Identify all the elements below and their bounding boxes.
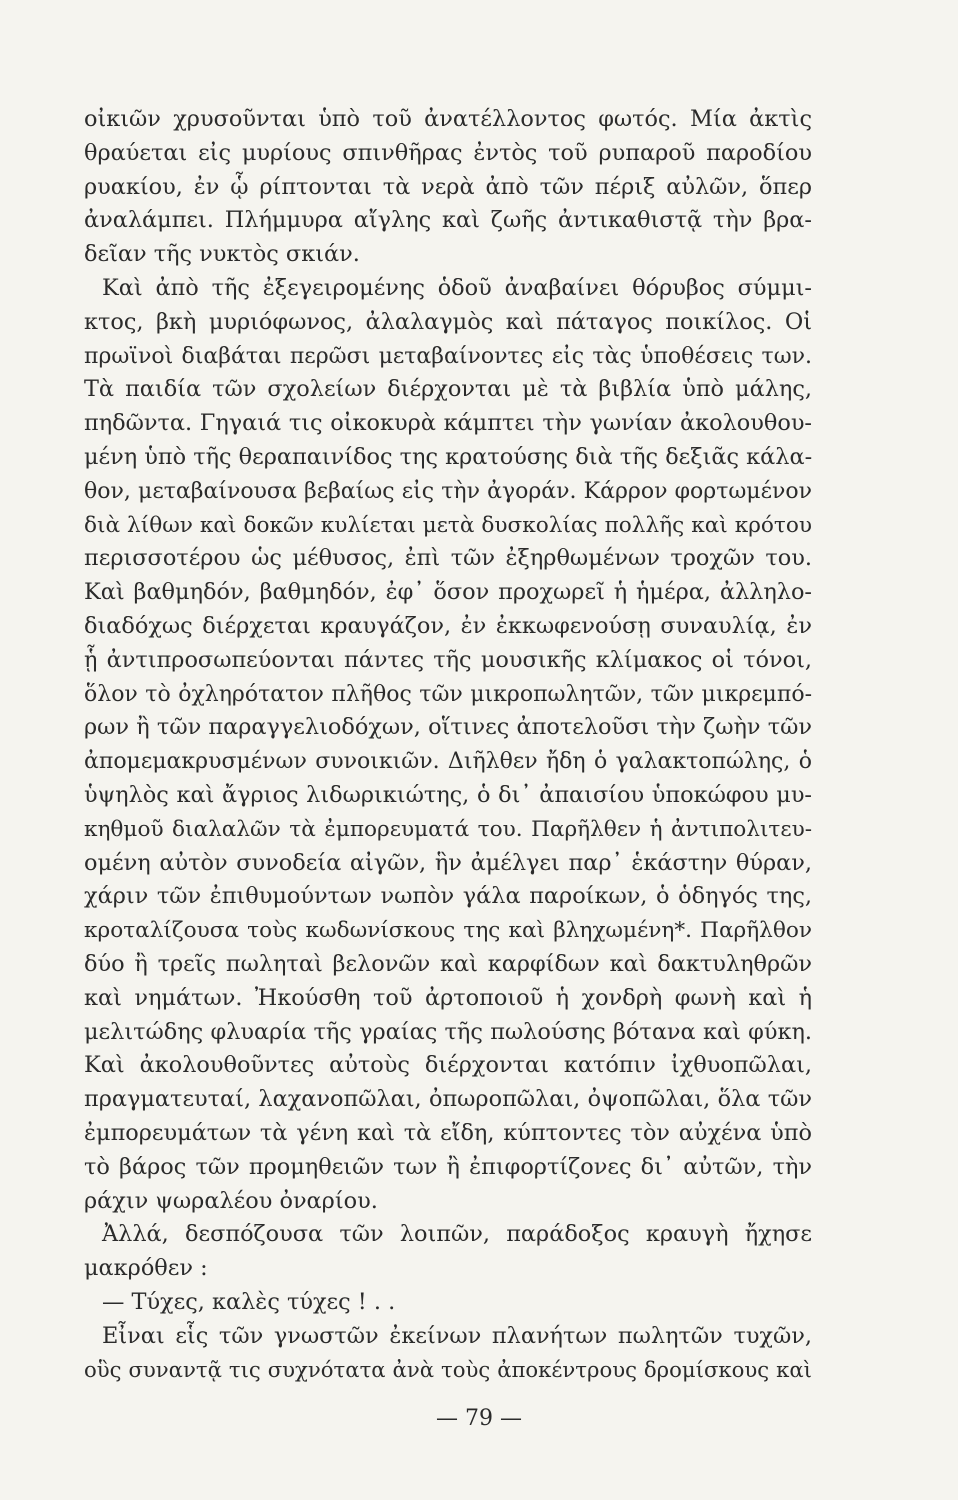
text-line: Καὶ ἀκολουθοῦντες αὐτοὺς διέρχονται κατόπιν ἰχθυοπῶλαι, <box>84 1052 812 1079</box>
text-line: πρωϊνοὶ διαβάται περῶσι μεταβαίνοντες εἰς τὰς ὑποθέσεις των. <box>84 343 812 369</box>
text-line: Καὶ βαθμηδόν, βαθμηδόν, ἐφ᾽ ὅσον προχωρεῖ ἡ ἡμέρα, ἀλληλο- <box>84 579 812 606</box>
text-line: ᾗ ἀντιπροσωπεύονται πάντες τῆς μουσικῆς κλίμακος οἱ τόνοι, <box>84 646 812 673</box>
text-line: ὑψηλὸς καὶ ἄγριος λιδωρικιώτης, ὁ δι᾽ ἀπαισίου ὑποκώφου μυ- <box>84 781 812 808</box>
text-line: Τὰ παιδία τῶν σχολείων διέρχονται μὲ τὰ βιβλία ὑπὸ μάλης, <box>84 376 812 403</box>
text-line: ρυακίου, ἐν ᾧ ρίπτονται τὰ νερὰ ἀπὸ τῶν πέριξ αὐλῶν, ὅπερ <box>84 173 812 200</box>
text-line: κροταλίζουσα τοὺς κωδωνίσκους της καὶ βληχωμένη*. Παρῆλθον <box>84 918 812 944</box>
text-line: Εἶναι εἷς τῶν γνωστῶν ἐκείνων πλανήτων πωλητῶν τυχῶν, <box>102 1322 812 1349</box>
text-line: πηδῶντα. Γηγαιά τις οἰκοκυρὰ κάμπτει τὴν γωνίαν ἀκολουθου- <box>84 410 812 437</box>
text-line: θον, μεταβαίνουσα βεβαίως εἰς τὴν ἀγοράν. Κάρρον φορτωμένον <box>84 478 812 504</box>
text-line: κηθμοῦ διαλαλῶν τὰ ἐμπορευματά του. Παρῆλθεν ἡ ἀντιπολιτευ- <box>84 816 812 842</box>
text-line: δεῖαν τῆς νυκτὸς σκιάν. <box>84 241 360 268</box>
text-line: Ἀλλά, δεσπόζουσα τῶν λοιπῶν, παράδοξος κραυγὴ ἤχησε <box>102 1221 812 1248</box>
text-line: ἀπομεμακρυσμένων συνοικιῶν. Διῆλθεν ἤδη ὁ γαλακτοπώλης, ὁ <box>84 749 812 775</box>
text-line: διαδόχως διέρχεται κραυγάζον, ἐν ἐκκωφενούσῃ συναυλίᾳ, ἐν <box>84 612 812 639</box>
text-line: τὸ βάρος τῶν προμηθειῶν των ἢ ἐπιφορτίζονες δι᾽ αὐτῶν, τὴν <box>84 1153 812 1180</box>
text-line: ράχιν ψωραλέου ὀναρίου. <box>84 1187 378 1214</box>
text-line: μελιτώδης φλυαρία τῆς γραίας τῆς πωλούσης βότανα καὶ φύκη. <box>84 1018 812 1045</box>
text-line: ομένη αὐτὸν συνοδεία αἰγῶν, ἣν ἀμέλγει παρ᾽ ἑκάστην θύραν, <box>84 849 812 876</box>
text-line: περισσοτέρου ὡς μέθυσος, ἐπὶ τῶν ἐξηρθωμένων τροχῶν του. <box>84 545 812 572</box>
text-line: οὓς συναντᾷ τις συχνότατα ἀνὰ τοὺς ἀποκέντρους δρομίσκους καὶ <box>84 1357 812 1383</box>
text-line: μακρόθεν : <box>84 1255 208 1282</box>
page-number: — 79 — <box>436 1406 522 1431</box>
text-line: διὰ λίθων καὶ δοκῶν κυλίεται μετὰ δυσκολίας πολλῆς καὶ κρότου <box>84 512 812 538</box>
text-line: ρων ἢ τῶν παραγγελιοδόχων, οἵτινες ἀποτελοῦσι τὴν ζωὴν τῶν <box>84 714 812 741</box>
body-text <box>84 103 812 1387</box>
text-line: θραύεται εἰς μυρίους σπινθῆρας ἐντὸς τοῦ ρυπαροῦ παροδίου <box>84 139 812 166</box>
text-line: ἐμπορευμάτων τὰ γένη καὶ τὰ εἴδη, κύπτοντες τὸν αὐχένα ὑπὸ <box>84 1119 812 1146</box>
text-line: — Τύχες, καλὲς τύχες ! . . <box>102 1288 396 1315</box>
text-line: καὶ νημάτων. Ἠκούσθη τοῦ ἀρτοποιοῦ ἡ χονδρὴ φωνὴ καὶ ἡ <box>84 984 812 1011</box>
text-line: οἰκιῶν χρυσοῦνται ὑπὸ τοῦ ἀνατέλλοντος φωτός. Μία ἀκτὶς <box>84 106 812 132</box>
text-line: δύο ἢ τρεῖς πωληταὶ βελονῶν καὶ καρφίδων καὶ δακτυληθρῶν <box>84 950 812 977</box>
text-line: Καὶ ἀπὸ τῆς ἐξεγειρομένης ὁδοῦ ἀναβαίνει θόρυβος σύμμι- <box>102 274 812 301</box>
text-line: ἀναλάμπει. Πλήμμυρα αἴγλης καὶ ζωῆς ἀντικαθιστᾷ τὴν βρα- <box>84 207 812 234</box>
text-line: κτος, βκὴ μυριόφωνος, ἀλαλαγμὸς καὶ πάταγος ποικίλος. Οἱ <box>84 308 812 335</box>
text-line: πραγματευταί, λαχανοπῶλαι, ὀπωροπῶλαι, ὀψοπῶλαι, ὅλα τῶν <box>84 1086 812 1113</box>
text-line: ὅλον τὸ ὀχληρότατον πλῆθος τῶν μικροπωλητῶν, τῶν μικρεμπό- <box>84 681 812 707</box>
text-line: μένη ὑπὸ τῆς θεραπαινίδος της κρατούσης διὰ τῆς δεξιᾶς κάλα- <box>84 443 812 470</box>
text-line: χάριν τῶν ἐπιθυμούντων νωπὸν γάλα παροίκων, ὁ ὁδηγός της, <box>84 883 812 910</box>
